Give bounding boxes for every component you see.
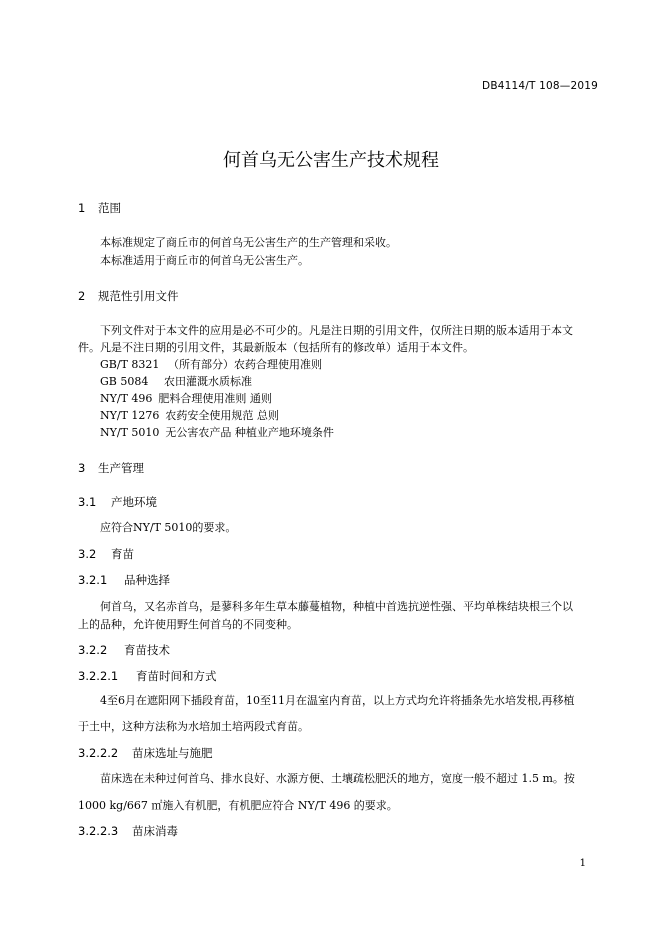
page-number: 1 xyxy=(579,858,586,869)
section-title: 苗床消毒 xyxy=(132,824,178,838)
subsection-heading-3-2 xyxy=(78,546,134,562)
reference-code: GB 5084 xyxy=(100,375,149,388)
section-title: 规范性引用文件 xyxy=(98,289,179,303)
reference-code: NY/T 5010 xyxy=(100,426,160,439)
section-number: 3.2.2.1 xyxy=(78,669,119,683)
reference-code: NY/T 496 xyxy=(100,392,153,405)
subsection-heading-3-2-1 xyxy=(78,572,170,588)
section-number: 3.1 xyxy=(78,495,97,509)
section-heading-3 xyxy=(78,460,144,476)
section-number: 3.2.2.2 xyxy=(78,746,119,760)
subsection-heading-3-1 xyxy=(78,494,157,510)
reference-name: 肥料合理使用准则 通则 xyxy=(158,392,272,405)
paragraph: 本标准适用于商丘市的何首乌无公害生产。 xyxy=(100,254,309,267)
paragraph: 本标准规定了商丘市的何首乌无公害生产的生产管理和采收。 xyxy=(100,236,397,249)
reference-name: 农田灌溉水质标准 xyxy=(164,375,252,388)
paragraph-line: 件。凡是不注日期的引用文件，其最新版本（包括所有的修改单）适用于本文件。 xyxy=(78,341,474,354)
section-number: 3 xyxy=(78,461,86,475)
reference-name: 农药安全使用规范 总则 xyxy=(165,409,279,422)
reference-item xyxy=(100,373,252,389)
paragraph-line: 下列文件对于本文件的应用是必不可少的。凡是注日期的引用文件，仅所注日期的版本适用于本文 xyxy=(100,324,573,337)
section-number: 1 xyxy=(78,201,86,215)
paragraph-line: 1000 kg/667 ㎡施入有机肥，有机肥应符合 NY/T 496 的要求。 xyxy=(78,799,398,812)
reference-name: （所有部分）农药合理使用准则 xyxy=(168,358,322,371)
paragraph-line: 4至6月在遮阳网下插段育苗，10至11月在温室内育苗，以上方式均允许将插条先水培发根,再移植 xyxy=(100,694,575,707)
section-title: 育苗时间和方式 xyxy=(136,669,217,683)
section-title: 范围 xyxy=(98,201,121,215)
reference-item xyxy=(100,356,322,372)
paragraph-line: 何首乌，又名赤首乌，是蓼科多年生草本藤蔓植物，种植中首选抗逆性强、平均单株结块根三个以 xyxy=(100,600,573,613)
section-title: 产地环境 xyxy=(111,495,157,509)
section-title: 苗床选址与施肥 xyxy=(132,746,213,760)
reference-code: NY/T 1276 xyxy=(100,409,160,422)
section-heading-2 xyxy=(78,288,179,304)
section-title: 育苗 xyxy=(111,547,134,561)
section-number: 2 xyxy=(78,289,86,303)
subsection-heading-3-2-2 xyxy=(78,642,170,658)
section-title: 育苗技术 xyxy=(124,643,170,657)
reference-code: GB/T 8321 xyxy=(100,358,160,371)
reference-item xyxy=(100,424,334,440)
paragraph-line: 苗床选在未种过何首乌、排水良好、水源方便、土壤疏松肥沃的地方，宽度一般不超过 1.5 m。按 xyxy=(100,772,575,785)
section-number: 3.2.2.3 xyxy=(78,824,119,838)
reference-item xyxy=(100,390,272,406)
reference-name: 无公害农产品 种植业产地环境条件 xyxy=(165,426,334,439)
subsection-heading-3-2-2-1 xyxy=(78,668,217,684)
subsection-heading-3-2-2-3 xyxy=(78,823,178,839)
paragraph-line: 于土中，这种方法称为水培加土培两段式育苗。 xyxy=(78,720,309,733)
subsection-heading-3-2-2-2 xyxy=(78,745,213,761)
document-code: DB4114/T 108—2019 xyxy=(482,80,598,92)
section-number: 3.2 xyxy=(78,547,97,561)
section-title: 生产管理 xyxy=(98,461,144,475)
reference-item xyxy=(100,407,279,423)
paragraph: 应符合NY/T 5010的要求。 xyxy=(100,521,237,534)
paragraph-line: 上的品种，允许使用野生何首乌的不同变种。 xyxy=(78,618,298,631)
section-title: 品种选择 xyxy=(124,573,170,587)
document-title: 何首乌无公害生产技术规程 xyxy=(223,150,439,171)
section-number: 3.2.2 xyxy=(78,643,108,657)
section-number: 3.2.1 xyxy=(78,573,108,587)
section-heading-1 xyxy=(78,200,121,216)
